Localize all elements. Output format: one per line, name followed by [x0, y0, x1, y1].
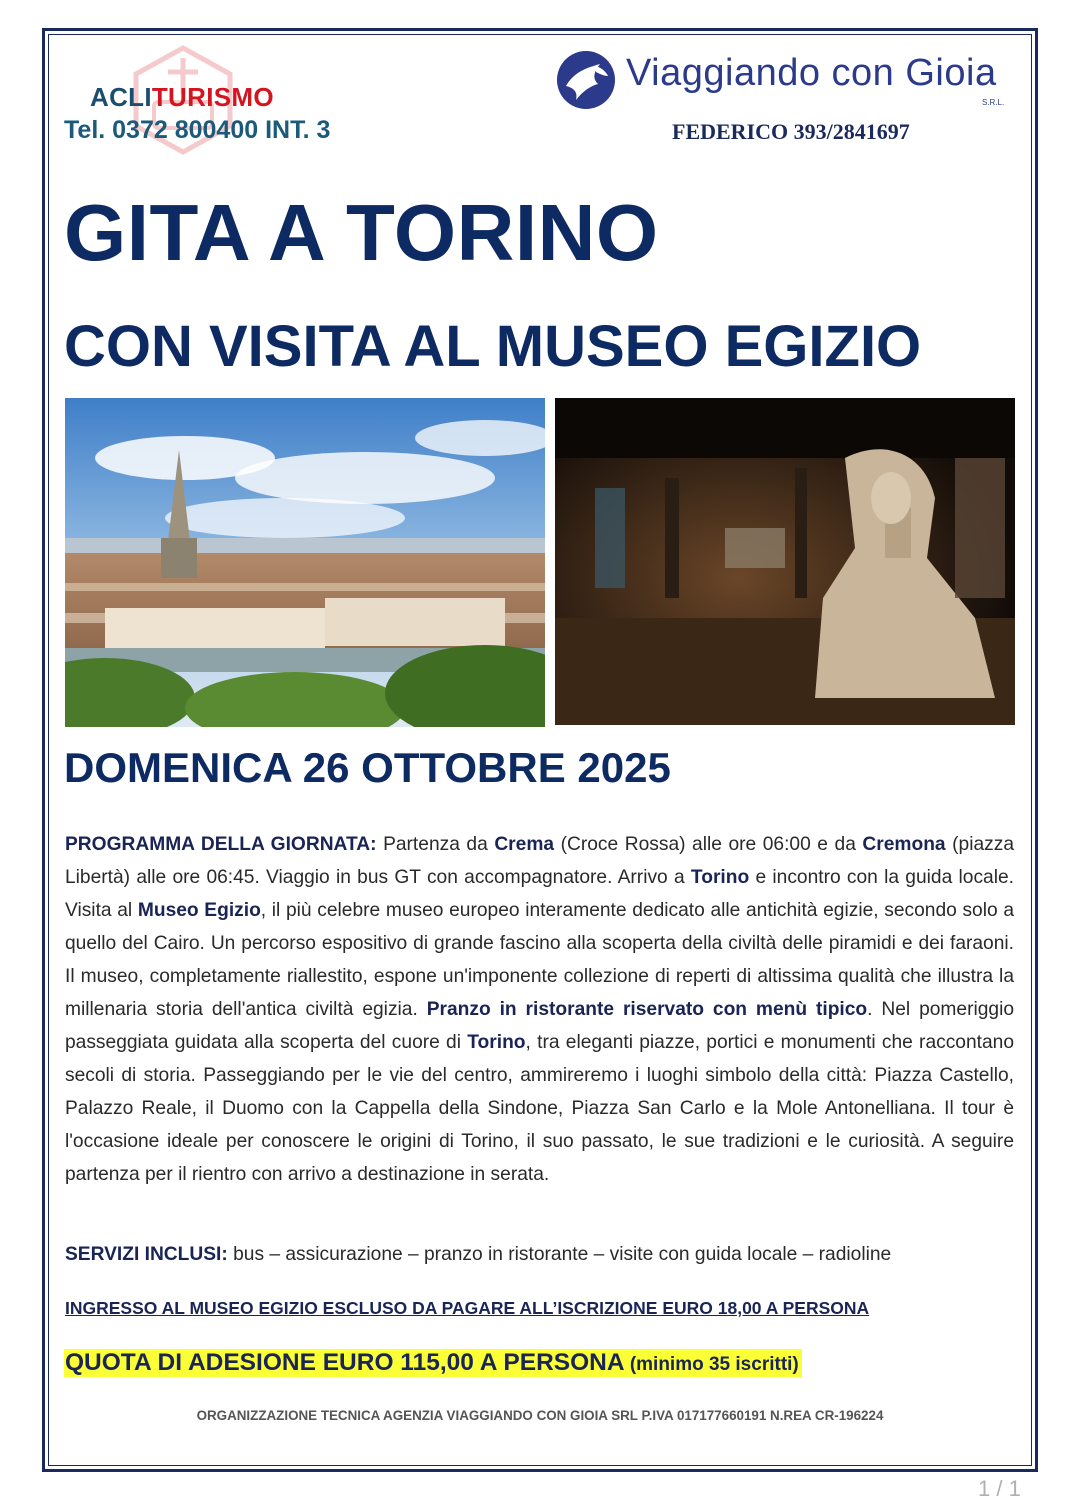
program-description: PROGRAMMA DELLA GIORNATA: Partenza da Crema (Croce Rossa) alle ore 06:00 e da Cremona (piazza Libertà) alle ore 06:45. Viaggio in bus GT con accompagnatore. Arrivo a Torino e incontro con la guida locale. Visita al Museo Egizio, il più celebre museo europeo interamente dedicato alle antichità egizie, secondo solo a quello del Cairo. Un percorso espositivo di grande fascino alla scoperta della civiltà delle piramidi e dei faraoni. Il museo, completamente riallestito, espone un'imponente collezione di reperti di altissima qualità che illustra la millenaria storia dell'antica civiltà egizia. Pranzo in ristorante riservato con menù tipico. Nel pomeriggio passeggiata guidata alla scoperta del cuore di Torino, tra eleganti piazze, portici e monumenti che raccontano secoli di storia. Passeggiando per le vie del centro, ammireremo i luoghi simbolo della città: Piazza Castello, Palazzo Reale, il Duomo con la Cappella della Sindone, Piazza San Carlo e la Mole Antonelliana. Il tour è l'occasione ideale per conoscere le origini di Torino, il suo passato, le sue tradizioni e le curiosità. A seguire partenza per il rientro con arrivo a destinazione in serata. [65, 834, 1015, 1185]
page-subtitle: CON VISITA AL MUSEO EGIZIO [64, 314, 922, 379]
agency-name: Viaggiando con Gioia [626, 52, 997, 94]
dove-logo-icon [556, 50, 616, 110]
page-title: GITA A TORINO [64, 188, 659, 277]
contact-phone: FEDERICO 393/2841697 [672, 119, 910, 144]
agency-suffix: S.R.L. [982, 98, 1005, 107]
acli-phone: Tel. 0372 800400 INT. 3 [64, 116, 331, 144]
price-highlight: QUOTA DI ADESIONE EURO 115,00 A PERSONA (minimo 35 iscritti) [64, 1349, 802, 1377]
event-date: DOMENICA 26 OTTOBRE 2025 [64, 744, 671, 791]
entrance-fee-note: INGRESSO AL MUSEO EGIZIO ESCLUSO DA PAGARE ALL’ISCRIZIONE EURO 18,00 A PERSONA [65, 1298, 870, 1318]
page-indicator: 1 / 1 [978, 1476, 1021, 1501]
organizer-footer: ORGANIZZAZIONE TECNICA AGENZIA VIAGGIANDO CON GIOIA SRL P.IVA 017177660191 N.REA CR-196224 [196, 1408, 884, 1423]
turin-skyline-photo [65, 398, 545, 727]
included-services: SERVIZI INCLUSI: bus – assicurazione – pranzo in ristorante – visite con guida locale – radioline [65, 1244, 892, 1265]
acli-turismo-brand: ACLITURISMO [90, 82, 274, 112]
museum-sphinx-photo [555, 398, 1015, 725]
